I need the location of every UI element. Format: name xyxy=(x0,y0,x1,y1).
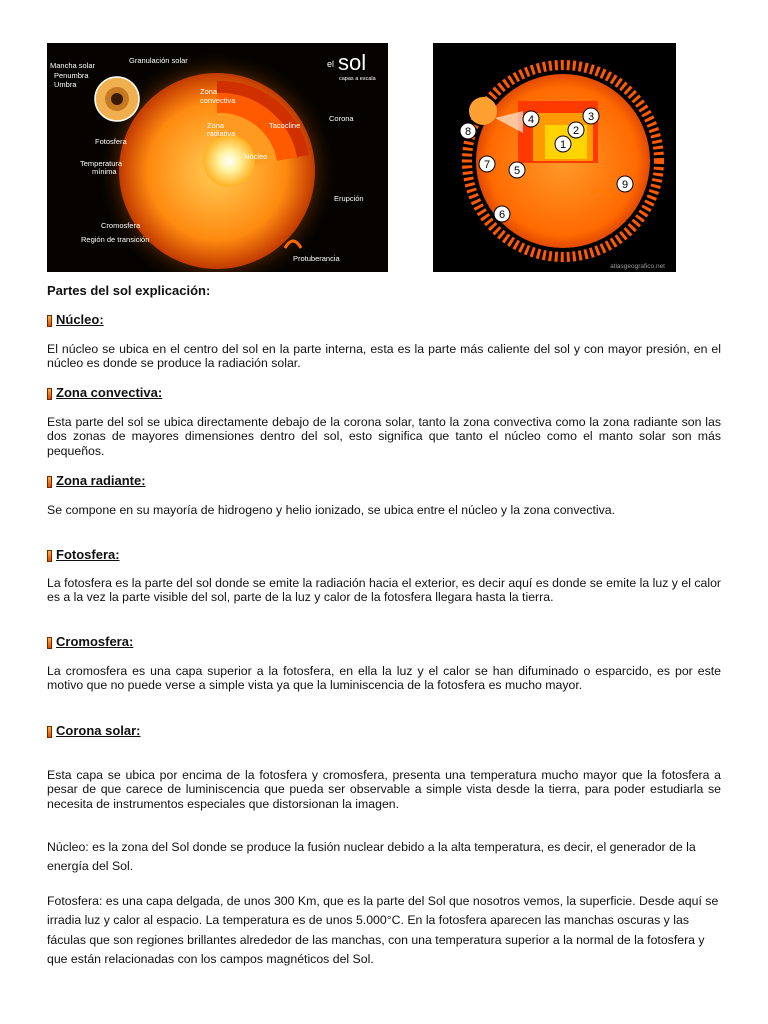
marker-3: 3 xyxy=(587,111,595,123)
sun-core xyxy=(203,135,255,187)
marker-5: 5 xyxy=(513,165,521,177)
bullet-icon xyxy=(47,550,52,562)
section-heading-zona-radiante: Zona radiante: xyxy=(47,473,146,488)
extra-paragraph-nucleo: Núcleo: es la zona del Sol donde se produce la fusión nuclear debido a la alta temperatura, es decir, el generador de la energía del Sol. xyxy=(47,840,696,874)
section-body-nucleo: El núcleo se ubica en el centro del sol en la parte interna, esta es la parte más caliente del sol y con mayor presión, en el núcleo es donde se produce la radiación solar. xyxy=(47,342,721,371)
label-cromosfera: Cromosfera xyxy=(101,221,141,230)
marker-9: 9 xyxy=(621,179,629,191)
bullet-icon xyxy=(47,726,52,738)
sun-layers-figure xyxy=(47,43,388,272)
section-body-fotosfera: La fotosfera es la parte del sol donde se emite la radiación hacia el exterior, es decir aquí es donde se emite la luz y el calor es a la vez la parte visible del sol, parte de la luz y calor de la fotosfera llegara hasta la tierra. xyxy=(47,576,721,605)
subtitle: capas a escala xyxy=(339,76,376,82)
label-protuberancia: Protuberancia xyxy=(293,254,340,263)
marker-7: 7 xyxy=(483,159,491,171)
label-nucleo: Núcleo xyxy=(244,152,268,161)
section-body-corona-solar: Esta capa se ubica por encima de la fotosfera y cromosfera, presenta una temperatura mucho mayor que la fotosfera a pesar de que carece de luminiscencia que pueda ser observable a simple vista desde la tierra, para poder estudiarla se necesita de instrumentos especiales que distorsionan la imagen. xyxy=(47,768,721,811)
label-zona-convectiva-1: Zona xyxy=(200,87,218,96)
label-erupcion: Erupción xyxy=(334,194,364,203)
section-heading-cromosfera: Cromosfera: xyxy=(47,634,133,649)
image-credit: atlasgeografico.net xyxy=(610,263,665,270)
section-body-zona-radiante: Se compone en su mayoría de hidrogeno y helio ionizado, se ubica entre el núcleo y la zona convectiva. xyxy=(47,503,616,517)
label-tacocline: Tacocline xyxy=(269,121,301,130)
label-mancha-solar: Mancha solar xyxy=(50,61,96,70)
label-temperatura-1: Temperatura xyxy=(80,159,123,168)
marker-2: 2 xyxy=(572,125,580,137)
label-granulacion: Granulación solar xyxy=(129,56,188,65)
section-heading-nucleo: Núcleo: xyxy=(47,312,104,327)
marker-1: 1 xyxy=(559,139,567,151)
bullet-icon xyxy=(47,637,52,649)
title-el: el xyxy=(327,59,335,69)
label-temperatura-2: mínima xyxy=(92,167,117,176)
document-title: Partes del sol explicación: xyxy=(47,283,211,298)
label-region-transicion: Región de transición xyxy=(81,235,150,244)
label-penumbra: Penumbra xyxy=(54,71,89,80)
bullet-icon xyxy=(47,476,52,488)
section-body-cromosfera: La cromosfera es una capa superior a la fotosfera, en ella la luz y el calor se han difuminado o esparcido, es por este motivo que no puede verse a simple vista ya que la luminiscencia de la fotosfera es mucho mayor. xyxy=(47,664,721,693)
label-corona: Corona xyxy=(329,114,354,123)
title-sol: sol xyxy=(338,50,367,75)
bullet-icon xyxy=(47,315,52,327)
sunspot-inset xyxy=(469,97,497,125)
marker-6: 6 xyxy=(498,209,506,221)
bullet-icon xyxy=(47,388,52,400)
section-heading-zona-convectiva: Zona convectiva: xyxy=(47,385,162,400)
label-zona-radiativa-1: Zona xyxy=(207,121,225,130)
marker-4: 4 xyxy=(527,114,535,126)
extra-paragraph-fotosfera: Fotosfera: es una capa delgada, de unos 300 Km, que es la parte del Sol que nosotros vemos, la superficie. Desde aquí se irradia luz y calor al espacio. La temperatura es de unos 5.000°C. En la fotosfera aparecen las manchas oscuras y las fáculas que son regiones brillantes alrededor de las manchas, con una temperatura superior a la normal de la fotosfera y que están relacionadas con los campos magnéticos del Sol. xyxy=(47,894,719,967)
section-heading-fotosfera: Fotosfera: xyxy=(47,547,120,562)
marker-8: 8 xyxy=(464,126,472,138)
section-body-zona-convectiva: Esta parte del sol se ubica directamente debajo de la corona solar, tanto la zona convectiva como la zona radiante son las dos zonas de mayores dimensiones dentro del sol, esto significa que tanto el núcleo como el manto solar son más pequeños. xyxy=(47,415,721,458)
label-umbra: Umbra xyxy=(54,80,77,89)
label-fotosfera: Fotosfera xyxy=(95,137,127,146)
sun-numbered-figure xyxy=(433,43,676,272)
label-zona-radiativa-2: radiativa xyxy=(207,129,236,138)
section-heading-corona-solar: Corona solar: xyxy=(47,723,141,738)
label-zona-convectiva-2: convectiva xyxy=(200,96,236,105)
